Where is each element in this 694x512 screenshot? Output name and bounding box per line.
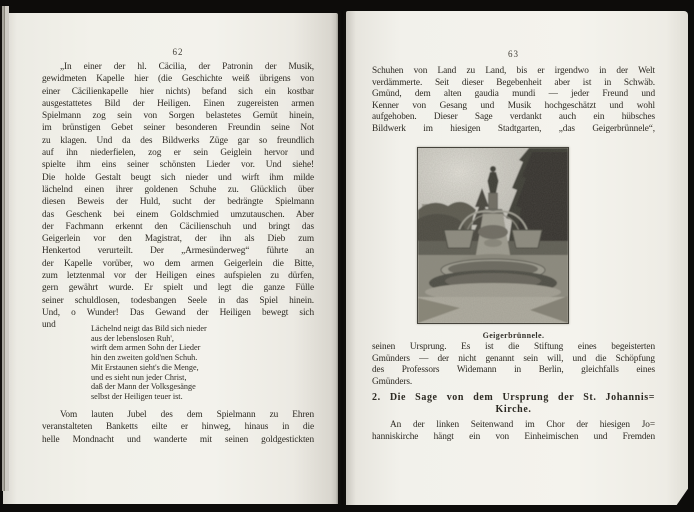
fountain-photo-art — [418, 148, 568, 323]
page-left — [3, 13, 338, 504]
section-heading-line2: Kirche. — [495, 403, 532, 415]
page62-closing-paragraph: Vom lauten Jubel des dem Spielmann zu Ehren veranstalteten Banketts eilte er hinweg, hinaus in die helle Mondnacht und wanderte mit seinen goldgestickten — [42, 410, 314, 445]
section-heading — [372, 392, 655, 415]
page-stack-edge — [0, 6, 9, 491]
section-heading-line1: 2. Die Sage von dem Ursprung der St. Johannis= — [372, 392, 655, 403]
page63-last-paragraph: An der linken Seitenwand im Chor der hiesigen Jo= hanniskirche hängt ein von Einheimischen und Fremden — [372, 420, 655, 442]
page-number-left: 62 — [172, 47, 184, 57]
page-number-right: 63 — [508, 49, 519, 59]
page63-opening-paragraph: Schuhen von Land zu Land, bis er irgendwo in der Welt verdämmerte. Seit dieser Begebenheit aber ist in Schwäb. Gmünd, dem alten gaudia mundi — jeder Freund und Kenner von Gesang und Musik hochgeschätzt und wohl aufgehoben. Dieser Sage verdankt auch ein hübsches Bildwerk im hiesigen Stadtgarten, „das Geigerbrünnele“, — [372, 66, 655, 134]
page-right — [346, 11, 688, 505]
fountain-photo — [417, 147, 569, 324]
page62-main-paragraph: „In einer der hl. Cäcilia, der Patronin der Musik, gewidmeten Kapelle hier (die Geschichte weiß übrigens von einer Cäcilienkapelle hier nichts) befand sich ein kostbar ausgestattetes Bild der Heiligen. Einen zugereisten armen Spielmann zog sein von Sorgen belastetes Gemüt hinein, im brünstigen Gebet seiner besonderen Freundin seine Not zu klagen. Und da des Bildwerks Züge gar so freundlich auf ihn niederfielen, zog er sein Geiglein hervor und spielte ihm eins seiner schönsten Lieder vor. Und siehe! Die holde Gestalt beugt sich nieder und wirft ihm milde lächelnd einen ihrer goldenen Schuhe zu. Glücklich über diesen Beweis der Huld, sucht der bedrängte Spielmann das Geschenk bei einem Goldschmied umzutauschen. Aber der Fachmann erkennt den Cäcilienschuh und bringt das Geigerlein vor den Magistrat, der ihn als Dieb zum Henkertod verurteilt. Der „Armesünderweg“ führte an der Kapelle vorüber, wo dem armen Geigerlein die Bitte, zum letztenmal vor der Heiligen eines aufspielen zu dürfen, gern gewährt wurde. Er spielt und legt die ganze Fülle seiner schuldlosen, todesbangen Seele in das Spiel hinein. Und, o Wunder! Das Gewand der Heiligen bewegt sich und — [42, 62, 314, 331]
page62-verse: Lächelnd neigt das Bild sich nieder aus der lebenslosen Ruh', wirft dem armen Sohn der Lieder hin den zweiten gold'nen Schuh. Mit Erstaunen sieht's die Menge, und es sieht nun jeder Christ, daß der Mann der Volksgesänge selbst der Heiligen teuer ist. — [91, 324, 207, 401]
figure-caption: Geigerbrünnele. — [482, 331, 545, 340]
page63-after-figure-paragraph: seinen Ursprung. Es ist die Stiftung eines begeisterten Gmünders — der nicht genannt sein will, und die Schöpfung des Professors Widemann in Berlin, gleichfalls eines Gmünders. — [372, 342, 655, 387]
